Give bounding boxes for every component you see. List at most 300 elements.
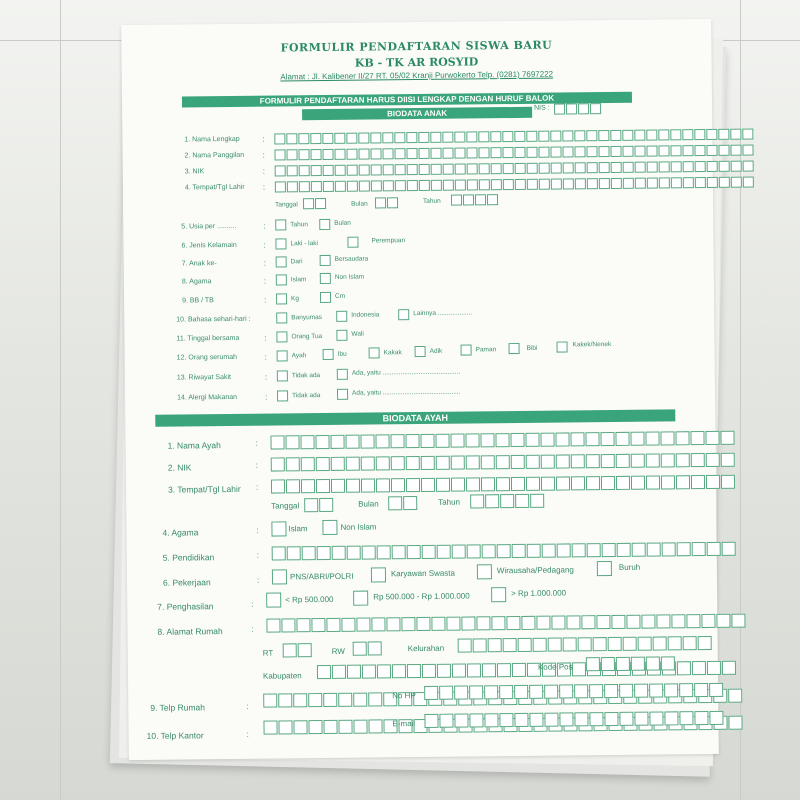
character-box[interactable]	[502, 147, 513, 158]
anak-sakit-ada-checkbox[interactable]	[337, 369, 348, 380]
character-box[interactable]	[419, 164, 430, 175]
character-box[interactable]	[610, 146, 621, 157]
character-box[interactable]	[370, 148, 381, 159]
character-box[interactable]	[491, 163, 502, 174]
character-box[interactable]	[371, 617, 385, 631]
character-box[interactable]	[353, 642, 367, 656]
character-box[interactable]	[437, 545, 451, 559]
character-box[interactable]	[308, 720, 322, 734]
character-box[interactable]	[611, 162, 622, 173]
character-box[interactable]	[361, 456, 375, 470]
character-box[interactable]	[271, 479, 285, 493]
character-box[interactable]	[263, 694, 277, 708]
character-box[interactable]	[719, 161, 730, 172]
character-box[interactable]	[682, 145, 693, 156]
character-box[interactable]	[469, 685, 483, 699]
character-box[interactable]	[646, 475, 660, 489]
character-box[interactable]	[698, 636, 712, 650]
character-box[interactable]	[296, 618, 310, 632]
character-box[interactable]	[601, 657, 615, 671]
character-box[interactable]	[368, 641, 382, 655]
character-box[interactable]	[310, 133, 321, 144]
character-box[interactable]	[436, 456, 450, 470]
anak-kg-box[interactable]	[276, 293, 287, 304]
character-box[interactable]	[458, 638, 472, 652]
character-box[interactable]	[506, 616, 520, 630]
character-box[interactable]	[331, 479, 345, 493]
character-box[interactable]	[544, 685, 558, 699]
character-box[interactable]	[274, 149, 285, 160]
character-box[interactable]	[586, 146, 597, 157]
character-box[interactable]	[683, 636, 697, 650]
character-box[interactable]	[572, 662, 586, 676]
character-box[interactable]	[387, 197, 398, 208]
character-box[interactable]	[586, 454, 600, 468]
character-box[interactable]	[488, 638, 502, 652]
character-box[interactable]	[293, 693, 307, 707]
character-box[interactable]	[526, 147, 537, 158]
character-box[interactable]	[407, 180, 418, 191]
anak-dari-box[interactable]	[320, 255, 331, 266]
character-box[interactable]	[526, 477, 540, 491]
character-box[interactable]	[695, 177, 706, 188]
character-box[interactable]	[683, 161, 694, 172]
character-box[interactable]	[422, 664, 436, 678]
character-box[interactable]	[316, 457, 330, 471]
character-box[interactable]	[392, 664, 406, 678]
character-box[interactable]	[670, 129, 681, 140]
character-box[interactable]	[562, 146, 573, 157]
character-box[interactable]	[631, 657, 645, 671]
character-box[interactable]	[515, 179, 526, 190]
character-box[interactable]	[431, 617, 445, 631]
character-box[interactable]	[382, 148, 393, 159]
character-box[interactable]	[638, 637, 652, 651]
character-box[interactable]	[278, 693, 292, 707]
character-box[interactable]	[485, 494, 499, 508]
character-box[interactable]	[593, 637, 607, 651]
character-box[interactable]	[529, 685, 543, 699]
character-box[interactable]	[578, 103, 589, 114]
character-box[interactable]	[701, 614, 715, 628]
character-box[interactable]	[596, 615, 610, 629]
character-box[interactable]	[499, 685, 513, 699]
character-box[interactable]	[347, 165, 358, 176]
character-box[interactable]	[338, 720, 352, 734]
character-box[interactable]	[436, 478, 450, 492]
anak-indonesia-checkbox[interactable]	[336, 311, 347, 322]
character-box[interactable]	[647, 542, 661, 556]
character-box[interactable]	[616, 476, 630, 490]
character-box[interactable]	[481, 455, 495, 469]
character-box[interactable]	[394, 148, 405, 159]
character-box[interactable]	[623, 178, 634, 189]
character-box[interactable]	[559, 712, 573, 726]
character-box[interactable]	[334, 149, 345, 160]
character-box[interactable]	[718, 145, 729, 156]
character-box[interactable]	[503, 163, 514, 174]
character-box[interactable]	[586, 476, 600, 490]
character-box[interactable]	[281, 618, 295, 632]
anak-perempuan-checkbox[interactable]	[347, 237, 358, 248]
anak-kakak-checkbox[interactable]	[369, 347, 380, 358]
character-box[interactable]	[463, 194, 474, 205]
anak-banyumas-checkbox[interactable]	[276, 312, 287, 323]
anak-ke-box[interactable]	[276, 256, 287, 267]
character-box[interactable]	[421, 478, 435, 492]
character-box[interactable]	[556, 454, 570, 468]
character-box[interactable]	[478, 131, 489, 142]
character-box[interactable]	[421, 456, 435, 470]
character-box[interactable]	[634, 712, 648, 726]
character-box[interactable]	[566, 103, 577, 114]
character-box[interactable]	[323, 165, 334, 176]
character-box[interactable]	[335, 181, 346, 192]
character-box[interactable]	[563, 162, 574, 173]
ayah-ttl-boxes[interactable]	[271, 475, 736, 493]
character-box[interactable]	[601, 476, 615, 490]
character-box[interactable]	[646, 657, 660, 671]
character-box[interactable]	[574, 146, 585, 157]
character-box[interactable]	[602, 543, 616, 557]
character-box[interactable]	[437, 664, 451, 678]
character-box[interactable]	[585, 432, 599, 446]
character-box[interactable]	[551, 179, 562, 190]
character-box[interactable]	[300, 435, 314, 449]
character-box[interactable]	[347, 181, 358, 192]
character-box[interactable]	[326, 618, 340, 632]
character-box[interactable]	[511, 477, 525, 491]
character-box[interactable]	[731, 614, 745, 628]
character-box[interactable]	[604, 712, 618, 726]
character-box[interactable]	[563, 637, 577, 651]
character-box[interactable]	[452, 545, 466, 559]
character-box[interactable]	[480, 433, 494, 447]
character-box[interactable]	[590, 103, 601, 114]
character-box[interactable]	[430, 132, 441, 143]
character-box[interactable]	[641, 615, 655, 629]
character-box[interactable]	[671, 177, 682, 188]
character-box[interactable]	[266, 618, 280, 632]
character-box[interactable]	[466, 455, 480, 469]
character-box[interactable]	[496, 477, 510, 491]
character-box[interactable]	[670, 145, 681, 156]
character-box[interactable]	[511, 455, 525, 469]
character-box[interactable]	[391, 478, 405, 492]
character-box[interactable]	[677, 661, 691, 675]
character-box[interactable]	[707, 177, 718, 188]
character-box[interactable]	[634, 130, 645, 141]
character-box[interactable]	[514, 147, 525, 158]
character-box[interactable]	[709, 683, 723, 697]
character-box[interactable]	[323, 181, 334, 192]
character-box[interactable]	[377, 545, 391, 559]
character-box[interactable]	[676, 453, 690, 467]
character-box[interactable]	[551, 615, 565, 629]
ayah-islam-checkbox[interactable]	[271, 521, 286, 536]
character-box[interactable]	[388, 496, 402, 510]
character-box[interactable]	[479, 179, 490, 190]
character-box[interactable]	[544, 713, 558, 727]
character-box[interactable]	[416, 617, 430, 631]
character-box[interactable]	[660, 431, 674, 445]
character-box[interactable]	[368, 719, 382, 733]
character-box[interactable]	[586, 657, 600, 671]
anak-nik-boxes[interactable]	[275, 160, 755, 175]
ayah-pns-checkbox[interactable]	[272, 569, 287, 584]
character-box[interactable]	[319, 498, 333, 512]
character-box[interactable]	[491, 616, 505, 630]
character-box[interactable]	[706, 145, 717, 156]
character-box[interactable]	[442, 132, 453, 143]
character-box[interactable]	[514, 713, 528, 727]
character-box[interactable]	[646, 130, 657, 141]
character-box[interactable]	[587, 178, 598, 189]
character-box[interactable]	[539, 179, 550, 190]
character-box[interactable]	[599, 162, 610, 173]
character-box[interactable]	[466, 131, 477, 142]
character-box[interactable]	[377, 664, 391, 678]
character-box[interactable]	[467, 663, 481, 677]
character-box[interactable]	[611, 178, 622, 189]
character-box[interactable]	[431, 180, 442, 191]
character-box[interactable]	[298, 133, 309, 144]
character-box[interactable]	[298, 149, 309, 160]
character-box[interactable]	[424, 714, 438, 728]
anak-paman-checkbox[interactable]	[461, 344, 472, 355]
character-box[interactable]	[538, 147, 549, 158]
character-box[interactable]	[376, 456, 390, 470]
anak-nama-panggilan-boxes[interactable]	[274, 144, 754, 159]
ayah-nik-boxes[interactable]	[271, 453, 736, 471]
character-box[interactable]	[653, 636, 667, 650]
character-box[interactable]	[311, 181, 322, 192]
character-box[interactable]	[548, 638, 562, 652]
character-box[interactable]	[451, 478, 465, 492]
character-box[interactable]	[361, 478, 375, 492]
character-box[interactable]	[304, 498, 318, 512]
character-box[interactable]	[574, 712, 588, 726]
character-box[interactable]	[301, 479, 315, 493]
character-box[interactable]	[683, 177, 694, 188]
character-box[interactable]	[371, 180, 382, 191]
character-box[interactable]	[722, 542, 736, 556]
character-box[interactable]	[287, 181, 298, 192]
character-box[interactable]	[601, 454, 615, 468]
character-box[interactable]	[510, 433, 524, 447]
character-box[interactable]	[556, 476, 570, 490]
character-box[interactable]	[395, 164, 406, 175]
character-box[interactable]	[330, 435, 344, 449]
character-box[interactable]	[541, 455, 555, 469]
character-box[interactable]	[694, 129, 705, 140]
ayah-alamat-boxes[interactable]	[266, 614, 746, 632]
ayah-wirausaha-checkbox[interactable]	[477, 564, 492, 579]
character-box[interactable]	[359, 165, 370, 176]
character-box[interactable]	[476, 616, 490, 630]
character-box[interactable]	[499, 713, 513, 727]
character-box[interactable]	[527, 179, 538, 190]
character-box[interactable]	[382, 132, 393, 143]
character-box[interactable]	[671, 614, 685, 628]
anak-cm-box[interactable]	[320, 292, 331, 303]
ayah-buruh-checkbox[interactable]	[597, 561, 612, 576]
character-box[interactable]	[371, 164, 382, 175]
character-box[interactable]	[376, 478, 390, 492]
ayah-tanggal-boxes[interactable]	[304, 498, 334, 511]
character-box[interactable]	[728, 689, 742, 703]
character-box[interactable]	[310, 149, 321, 160]
character-box[interactable]	[341, 618, 355, 632]
character-box[interactable]	[502, 131, 513, 142]
ayah-rt-boxes[interactable]	[283, 643, 313, 656]
character-box[interactable]	[315, 198, 326, 209]
character-box[interactable]	[645, 431, 659, 445]
character-box[interactable]	[530, 494, 544, 508]
character-box[interactable]	[407, 664, 421, 678]
character-box[interactable]	[630, 432, 644, 446]
character-box[interactable]	[346, 457, 360, 471]
character-box[interactable]	[611, 615, 625, 629]
character-box[interactable]	[705, 431, 719, 445]
character-box[interactable]	[659, 161, 670, 172]
character-box[interactable]	[322, 149, 333, 160]
character-box[interactable]	[515, 163, 526, 174]
ayah-penghasilan-1-checkbox[interactable]	[266, 592, 281, 607]
character-box[interactable]	[635, 162, 646, 173]
character-box[interactable]	[722, 661, 736, 675]
character-box[interactable]	[589, 712, 603, 726]
character-box[interactable]	[718, 129, 729, 140]
character-box[interactable]	[706, 453, 720, 467]
character-box[interactable]	[721, 453, 735, 467]
character-box[interactable]	[454, 686, 468, 700]
character-box[interactable]	[418, 148, 429, 159]
character-box[interactable]	[431, 164, 442, 175]
character-box[interactable]	[578, 637, 592, 651]
character-box[interactable]	[406, 148, 417, 159]
character-box[interactable]	[286, 457, 300, 471]
character-box[interactable]	[315, 435, 329, 449]
anak-sakit-tidak-checkbox[interactable]	[277, 370, 288, 381]
character-box[interactable]	[439, 714, 453, 728]
character-box[interactable]	[691, 453, 705, 467]
character-box[interactable]	[676, 475, 690, 489]
character-box[interactable]	[503, 638, 517, 652]
character-box[interactable]	[686, 614, 700, 628]
character-box[interactable]	[455, 180, 466, 191]
character-box[interactable]	[527, 163, 538, 174]
character-box[interactable]	[406, 456, 420, 470]
character-box[interactable]	[470, 494, 484, 508]
ayah-penghasilan-2-checkbox[interactable]	[353, 591, 368, 606]
character-box[interactable]	[482, 544, 496, 558]
character-box[interactable]	[322, 133, 333, 144]
character-box[interactable]	[622, 146, 633, 157]
character-box[interactable]	[631, 454, 645, 468]
character-box[interactable]	[446, 617, 460, 631]
character-box[interactable]	[525, 433, 539, 447]
character-box[interactable]	[346, 133, 357, 144]
character-box[interactable]	[497, 663, 511, 677]
character-box[interactable]	[481, 477, 495, 491]
character-box[interactable]	[646, 453, 660, 467]
character-box[interactable]	[541, 477, 555, 491]
character-box[interactable]	[719, 177, 730, 188]
character-box[interactable]	[422, 545, 436, 559]
character-box[interactable]	[278, 720, 292, 734]
character-box[interactable]	[308, 693, 322, 707]
character-box[interactable]	[490, 147, 501, 158]
character-box[interactable]	[467, 179, 478, 190]
character-box[interactable]	[334, 133, 345, 144]
character-box[interactable]	[491, 179, 502, 190]
character-box[interactable]	[649, 711, 663, 725]
character-box[interactable]	[649, 683, 663, 697]
character-box[interactable]	[661, 453, 675, 467]
character-box[interactable]	[694, 145, 705, 156]
character-box[interactable]	[742, 128, 753, 139]
anak-ayah-checkbox[interactable]	[277, 350, 288, 361]
character-box[interactable]	[346, 479, 360, 493]
character-box[interactable]	[285, 435, 299, 449]
character-box[interactable]	[406, 132, 417, 143]
character-box[interactable]	[608, 637, 622, 651]
character-box[interactable]	[550, 147, 561, 158]
ayah-non-islam-checkbox[interactable]	[322, 520, 337, 535]
character-box[interactable]	[575, 178, 586, 189]
character-box[interactable]	[420, 434, 434, 448]
character-box[interactable]	[403, 496, 417, 510]
character-box[interactable]	[359, 181, 370, 192]
character-box[interactable]	[671, 161, 682, 172]
anak-bulan-boxes[interactable]	[375, 197, 399, 207]
character-box[interactable]	[375, 434, 389, 448]
character-box[interactable]	[562, 130, 573, 141]
character-box[interactable]	[466, 147, 477, 158]
character-box[interactable]	[375, 197, 386, 208]
character-box[interactable]	[496, 455, 510, 469]
character-box[interactable]	[332, 665, 346, 679]
character-box[interactable]	[518, 638, 532, 652]
character-box[interactable]	[521, 616, 535, 630]
character-box[interactable]	[353, 693, 367, 707]
anak-ttl-boxes[interactable]	[275, 176, 755, 191]
character-box[interactable]	[383, 180, 394, 191]
character-box[interactable]	[497, 544, 511, 558]
character-box[interactable]	[679, 683, 693, 697]
character-box[interactable]	[392, 545, 406, 559]
anak-usia-tahun-checkbox[interactable]	[275, 219, 286, 230]
character-box[interactable]	[707, 161, 718, 172]
character-box[interactable]	[617, 543, 631, 557]
character-box[interactable]	[287, 546, 301, 560]
ayah-tahun-boxes[interactable]	[470, 494, 545, 508]
character-box[interactable]	[370, 132, 381, 143]
character-box[interactable]	[675, 431, 689, 445]
character-box[interactable]	[656, 614, 670, 628]
anak-lainnya-checkbox[interactable]	[398, 309, 409, 320]
character-box[interactable]	[664, 683, 678, 697]
character-box[interactable]	[658, 129, 669, 140]
character-box[interactable]	[563, 178, 574, 189]
character-box[interactable]	[695, 161, 706, 172]
character-box[interactable]	[406, 478, 420, 492]
character-box[interactable]	[690, 431, 704, 445]
character-box[interactable]	[661, 475, 675, 489]
character-box[interactable]	[634, 146, 645, 157]
character-box[interactable]	[356, 618, 370, 632]
